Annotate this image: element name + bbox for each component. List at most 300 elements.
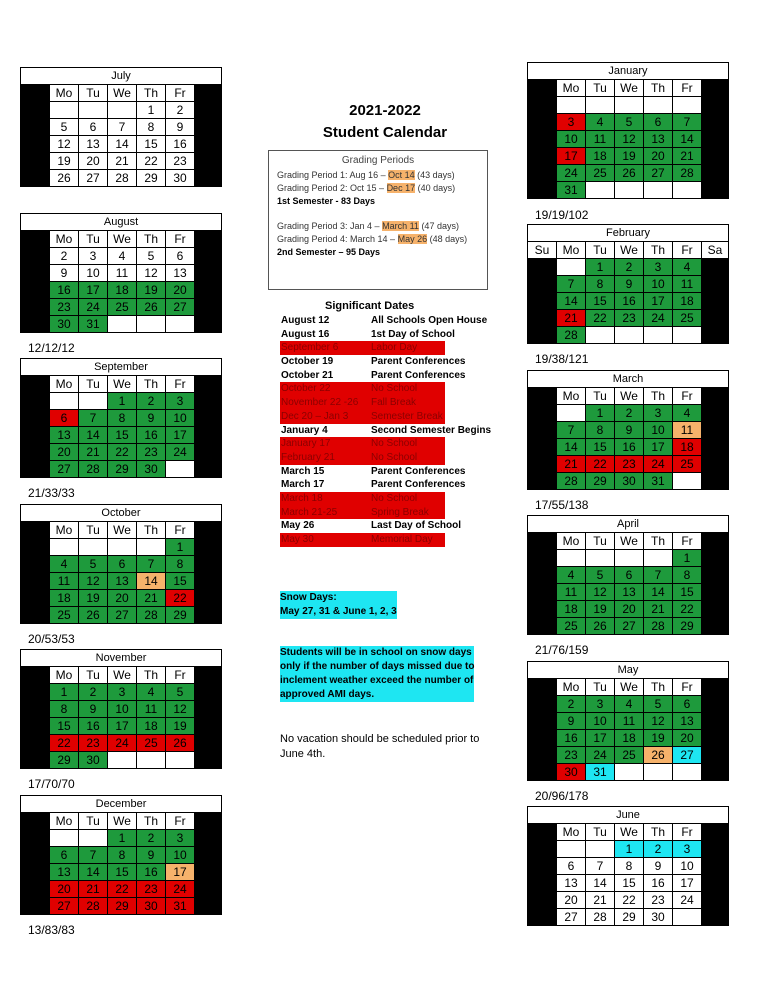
day-cell: 1: [586, 259, 615, 276]
significant-dates-list: [280, 314, 492, 547]
day-cell: 4: [586, 114, 615, 131]
calendar-margin: [21, 170, 50, 187]
day-cell: [108, 539, 137, 556]
calendar-margin: [528, 182, 557, 199]
day-cell: 20: [615, 601, 644, 618]
day-cell: 1: [108, 393, 137, 410]
month-calendar-february: [527, 224, 729, 344]
day-cell: 12: [166, 701, 195, 718]
calendar-margin: [21, 684, 50, 701]
day-cell: 8: [108, 410, 137, 427]
calendar-margin: [528, 841, 557, 858]
day-cell: 31: [644, 473, 673, 490]
month-day-count-summary: 19/19/102: [535, 208, 589, 222]
weekday-header: Tu: [79, 231, 108, 248]
day-cell: 3: [644, 259, 673, 276]
day-cell: 7: [79, 847, 108, 864]
calendar-margin: [21, 136, 50, 153]
calendar-margin: [702, 713, 729, 730]
day-cell: 25: [50, 607, 79, 624]
calendar-margin: [528, 696, 557, 713]
day-cell: 22: [166, 590, 195, 607]
vacation-note: No vacation should be scheduled prior to June 4th.: [280, 733, 480, 760]
month-name: November: [21, 650, 222, 667]
day-cell: 25: [673, 456, 702, 473]
calendar-margin: [195, 607, 222, 624]
month-day-count-summary: 20/53/53: [28, 632, 75, 646]
day-cell: 19: [79, 590, 108, 607]
day-cell: 9: [615, 276, 644, 293]
day-cell: 13: [644, 131, 673, 148]
weekday-header: Th: [137, 522, 166, 539]
day-cell: [137, 316, 166, 333]
day-cell: [50, 539, 79, 556]
day-cell: 11: [673, 276, 702, 293]
significant-date: November 22 -26: [280, 396, 371, 410]
calendar-margin: [702, 584, 729, 601]
day-cell: 7: [108, 119, 137, 136]
day-cell: [79, 393, 108, 410]
day-cell: 12: [79, 573, 108, 590]
month-name: February: [528, 225, 729, 242]
day-cell: 5: [615, 114, 644, 131]
day-cell: 14: [79, 427, 108, 444]
calendar-margin: [21, 299, 50, 316]
day-cell: 10: [644, 276, 673, 293]
day-cell: 6: [644, 114, 673, 131]
day-cell: 24: [108, 735, 137, 752]
calendar-margin: [21, 898, 50, 915]
day-cell: 4: [673, 405, 702, 422]
month-calendar-december: [20, 795, 222, 915]
calendar-margin: [195, 573, 222, 590]
calendar-margin: [702, 747, 729, 764]
significant-event: Spring Break: [371, 506, 445, 520]
month-calendar-november: [20, 649, 222, 769]
significant-date: September 6: [280, 341, 371, 355]
day-cell: 14: [557, 293, 586, 310]
weekday-header: Fr: [673, 388, 702, 405]
significant-date-row: [280, 355, 466, 369]
day-cell: [557, 405, 586, 422]
day-cell: 23: [50, 299, 79, 316]
significant-date-row: [280, 314, 488, 328]
day-cell: 10: [644, 422, 673, 439]
day-cell: 21: [557, 456, 586, 473]
day-cell: 9: [137, 410, 166, 427]
significant-event: Last Day of School: [371, 520, 462, 532]
calendar-margin: [195, 461, 222, 478]
day-cell: 30: [557, 764, 586, 781]
significant-date-row: [280, 369, 466, 383]
calendar-margin: [195, 170, 222, 187]
day-cell: 1: [50, 684, 79, 701]
day-cell: 13: [615, 584, 644, 601]
day-cell: 23: [166, 153, 195, 170]
weekday-header: Th: [644, 388, 673, 405]
day-cell: 24: [557, 165, 586, 182]
calendar-margin: [702, 114, 729, 131]
day-cell: [673, 473, 702, 490]
day-cell: 12: [137, 265, 166, 282]
significant-date-row: [280, 478, 466, 492]
day-cell: 17: [644, 439, 673, 456]
calendar-margin: [528, 80, 557, 97]
day-cell: 27: [50, 461, 79, 478]
day-cell: 28: [557, 473, 586, 490]
day-cell: [615, 764, 644, 781]
calendar-margin: [528, 764, 557, 781]
month-name: June: [528, 807, 729, 824]
day-cell: 21: [79, 881, 108, 898]
day-cell: 29: [166, 607, 195, 624]
semester-1-total: 1st Semester - 83 Days: [277, 196, 376, 206]
weekday-header: Tu: [586, 388, 615, 405]
day-cell: 16: [557, 730, 586, 747]
day-cell: [108, 102, 137, 119]
semester-2-total: 2nd Semester – 95 Days: [277, 247, 381, 257]
day-cell: [528, 293, 557, 310]
calendar-margin: [21, 522, 50, 539]
day-cell: 2: [137, 830, 166, 847]
day-cell: 4: [557, 567, 586, 584]
calendar-margin: [702, 456, 729, 473]
weekday-header: Tu: [79, 85, 108, 102]
snow-days-dates: May 27, 31 & June 1, 2, 3: [280, 606, 397, 617]
day-cell: 22: [50, 735, 79, 752]
day-cell: 18: [586, 148, 615, 165]
day-cell: 29: [108, 898, 137, 915]
day-cell: 7: [557, 422, 586, 439]
calendar-margin: [702, 388, 729, 405]
day-cell: 13: [108, 573, 137, 590]
significant-date-row: [280, 328, 455, 342]
day-cell: [586, 97, 615, 114]
calendar-margin: [21, 231, 50, 248]
weekday-header: We: [615, 824, 644, 841]
significant-date-row: [280, 465, 466, 479]
weekday-header: Fr: [166, 667, 195, 684]
significant-date: October 21: [281, 369, 334, 381]
day-cell: 1: [586, 405, 615, 422]
day-cell: [79, 102, 108, 119]
month-name: April: [528, 516, 729, 533]
day-cell: 27: [673, 747, 702, 764]
day-cell: 8: [586, 422, 615, 439]
day-cell: [137, 539, 166, 556]
calendar-margin: [195, 735, 222, 752]
day-cell: 30: [166, 170, 195, 187]
day-cell: 10: [108, 701, 137, 718]
weekday-header: We: [615, 679, 644, 696]
month-calendar-may: [527, 661, 729, 781]
calendar-margin: [528, 131, 557, 148]
calendar-margin: [21, 718, 50, 735]
significant-event: Semester Break: [371, 410, 445, 424]
day-cell: [166, 461, 195, 478]
day-cell: 15: [166, 573, 195, 590]
day-cell: 23: [557, 747, 586, 764]
day-cell: 29: [137, 170, 166, 187]
day-cell: 27: [79, 170, 108, 187]
day-cell: 2: [615, 405, 644, 422]
month-calendar-september: [20, 358, 222, 478]
day-cell: 4: [673, 259, 702, 276]
day-cell: [644, 327, 673, 344]
day-cell: 18: [615, 730, 644, 747]
day-cell: 26: [50, 170, 79, 187]
calendar-margin: [195, 136, 222, 153]
day-cell: 9: [79, 701, 108, 718]
calendar-margin: [21, 701, 50, 718]
calendar-margin: [528, 533, 557, 550]
day-cell: 18: [673, 293, 702, 310]
day-cell: [586, 182, 615, 199]
day-cell: 6: [79, 119, 108, 136]
day-cell: 11: [557, 584, 586, 601]
day-cell: 31: [557, 182, 586, 199]
calendar-margin: [528, 456, 557, 473]
day-cell: 28: [586, 909, 615, 926]
day-cell: 1: [108, 830, 137, 847]
day-cell: 12: [50, 136, 79, 153]
day-cell: [557, 841, 586, 858]
calendar-margin: [21, 573, 50, 590]
day-cell: 9: [644, 858, 673, 875]
significant-date: March 21-25: [280, 506, 371, 520]
day-cell: 29: [108, 461, 137, 478]
day-cell: 22: [108, 881, 137, 898]
day-cell: 15: [108, 427, 137, 444]
weekday-header: Mo: [557, 80, 586, 97]
day-cell: 9: [557, 713, 586, 730]
calendar-margin: [195, 667, 222, 684]
calendar-margin: [195, 85, 222, 102]
day-cell: [557, 259, 586, 276]
calendar-margin: [195, 830, 222, 847]
weekday-header: Th: [137, 85, 166, 102]
day-cell: [644, 550, 673, 567]
day-cell: 17: [673, 875, 702, 892]
weekday-header: We: [108, 813, 137, 830]
day-cell: [586, 841, 615, 858]
significant-event: No School: [371, 492, 445, 506]
weekday-header: Th: [644, 533, 673, 550]
day-cell: 20: [50, 881, 79, 898]
day-cell: [702, 310, 729, 327]
weekday-header: We: [108, 85, 137, 102]
calendar-margin: [21, 393, 50, 410]
calendar-margin: [195, 444, 222, 461]
day-cell: 27: [644, 165, 673, 182]
day-cell: 28: [644, 618, 673, 635]
day-cell: [673, 764, 702, 781]
significant-date: March 17: [281, 479, 325, 491]
day-cell: 30: [79, 752, 108, 769]
calendar-margin: [195, 119, 222, 136]
day-cell: 17: [644, 293, 673, 310]
day-cell: 4: [615, 696, 644, 713]
weekday-header: Tu: [79, 813, 108, 830]
day-cell: 20: [644, 148, 673, 165]
day-cell: 8: [586, 276, 615, 293]
month-name: October: [21, 505, 222, 522]
day-cell: [615, 550, 644, 567]
significant-date: January 17: [280, 437, 371, 451]
calendar-margin: [528, 730, 557, 747]
day-cell: 6: [50, 410, 79, 427]
weekday-header: Th: [644, 242, 673, 259]
significant-date: Dec 20 – Jan 3: [280, 410, 371, 424]
weekday-header: Th: [137, 667, 166, 684]
day-cell: [528, 259, 557, 276]
day-cell: 21: [557, 310, 586, 327]
calendar-margin: [702, 165, 729, 182]
calendar-margin: [21, 282, 50, 299]
day-cell: 24: [644, 310, 673, 327]
day-cell: 13: [166, 265, 195, 282]
day-cell: 6: [108, 556, 137, 573]
day-cell: 4: [108, 248, 137, 265]
calendar-margin: [702, 473, 729, 490]
day-cell: 5: [166, 684, 195, 701]
day-cell: 8: [137, 119, 166, 136]
day-cell: 6: [166, 248, 195, 265]
day-cell: 15: [586, 293, 615, 310]
day-cell: 10: [557, 131, 586, 148]
day-cell: 28: [557, 327, 586, 344]
day-cell: 30: [137, 898, 166, 915]
snow-days-label: Snow Days:: [280, 592, 337, 603]
calendar-margin: [528, 875, 557, 892]
day-cell: 5: [79, 556, 108, 573]
day-cell: [673, 909, 702, 926]
significant-date: August 16: [281, 328, 330, 340]
calendar-margin: [21, 461, 50, 478]
calendar-margin: [528, 713, 557, 730]
calendar-margin: [21, 864, 50, 881]
day-cell: 3: [166, 393, 195, 410]
calendar-margin: [702, 97, 729, 114]
month-day-count-summary: 20/96/178: [535, 789, 589, 803]
day-cell: 30: [137, 461, 166, 478]
day-cell: 17: [166, 427, 195, 444]
day-cell: 20: [108, 590, 137, 607]
day-cell: 8: [673, 567, 702, 584]
day-cell: 25: [557, 618, 586, 635]
calendar-margin: [195, 102, 222, 119]
day-cell: 8: [166, 556, 195, 573]
day-cell: 16: [137, 864, 166, 881]
day-cell: 25: [137, 735, 166, 752]
day-cell: 21: [644, 601, 673, 618]
day-cell: 11: [137, 701, 166, 718]
calendar-margin: [195, 539, 222, 556]
significant-event: All Schools Open House: [371, 315, 488, 326]
weekday-header: Fr: [166, 376, 195, 393]
calendar-margin: [528, 909, 557, 926]
calendar-margin: [21, 444, 50, 461]
calendar-margin: [702, 80, 729, 97]
weekday-header: We: [615, 80, 644, 97]
day-cell: 30: [50, 316, 79, 333]
month-calendar-july: [20, 67, 222, 187]
day-cell: 27: [50, 898, 79, 915]
calendar-margin: [528, 892, 557, 909]
day-cell: 21: [673, 148, 702, 165]
day-cell: 10: [166, 410, 195, 427]
calendar-subtitle: Student Calendar: [322, 124, 448, 141]
calendar-margin: [702, 148, 729, 165]
weekday-header: Mo: [557, 388, 586, 405]
day-cell: 25: [673, 310, 702, 327]
significant-event: Labor Day: [371, 341, 445, 355]
month-day-count-summary: 21/76/159: [535, 643, 589, 657]
weekday-header: Fr: [673, 80, 702, 97]
calendar-margin: [195, 153, 222, 170]
day-cell: 15: [615, 875, 644, 892]
day-cell: 5: [50, 119, 79, 136]
day-cell: 3: [79, 248, 108, 265]
day-cell: 15: [586, 439, 615, 456]
day-cell: 22: [673, 601, 702, 618]
weekday-header: Tu: [79, 376, 108, 393]
day-cell: 28: [108, 170, 137, 187]
day-cell: [615, 97, 644, 114]
calendar-margin: [702, 841, 729, 858]
day-cell: 30: [644, 909, 673, 926]
day-cell: 20: [50, 444, 79, 461]
grading-periods-heading: Grading Periods: [341, 155, 415, 166]
calendar-margin: [21, 813, 50, 830]
calendar-margin: [702, 730, 729, 747]
day-cell: 19: [586, 601, 615, 618]
grading-period-4: Grading Period 4: March 14 – May 26 (48 days): [277, 234, 468, 244]
weekday-header: We: [108, 522, 137, 539]
day-cell: [79, 539, 108, 556]
day-cell: 18: [108, 282, 137, 299]
calendar-margin: [702, 550, 729, 567]
calendar-margin: [528, 473, 557, 490]
significant-event: Parent Conferences: [371, 369, 466, 381]
month-name: March: [528, 371, 729, 388]
calendar-margin: [528, 584, 557, 601]
day-cell: 3: [108, 684, 137, 701]
weekday-header: We: [108, 231, 137, 248]
day-cell: 11: [108, 265, 137, 282]
grading-period-1: Grading Period 1: Aug 16 – Oct 14 (43 days): [277, 170, 455, 180]
significant-date: August 12: [281, 315, 330, 326]
day-cell: 3: [557, 114, 586, 131]
calendar-margin: [21, 590, 50, 607]
calendar-margin: [195, 898, 222, 915]
calendar-margin: [702, 182, 729, 199]
day-cell: 10: [586, 713, 615, 730]
day-cell: 15: [137, 136, 166, 153]
day-cell: 11: [586, 131, 615, 148]
day-cell: 26: [166, 735, 195, 752]
calendar-margin: [528, 388, 557, 405]
calendar-margin: [702, 131, 729, 148]
month-day-count-summary: 17/55/138: [535, 498, 589, 512]
snow-days-note: [280, 591, 397, 619]
calendar-margin: [702, 858, 729, 875]
calendar-margin: [702, 405, 729, 422]
calendar-margin: [195, 813, 222, 830]
day-cell: [615, 327, 644, 344]
day-cell: 3: [166, 830, 195, 847]
day-cell: 31: [166, 898, 195, 915]
